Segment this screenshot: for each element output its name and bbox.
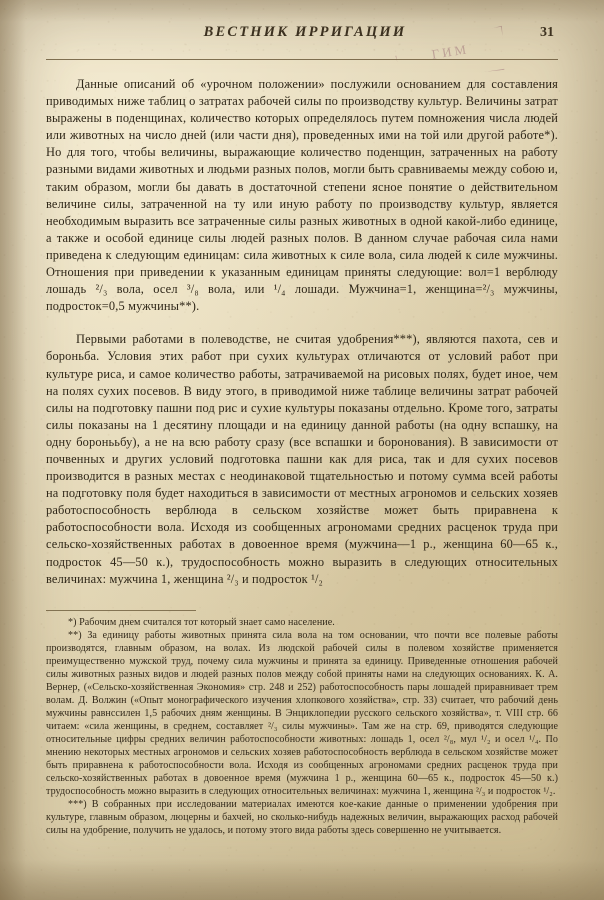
footnote-1: *) Рабочим днем считался тот который знает само население. (68, 616, 335, 628)
header-divider (46, 59, 558, 60)
footnote-3: ***) В собранных при исследовании материалах имеются кое-какие данные о применении удобрения при культуре, главным образом, люцерны и бахчей, но сколько-нибудь надежных величин, выражающих расход рабочей силы на удобрение, получить не удалось, и потому этого вида работы здесь совершенно не учитывается. (46, 798, 558, 836)
footnote-2: **) За единицу работы животных принята сила вола на том основании, что почти все полевые работы производятся, главным образом, на волах. Из людской рабочей силы в полевом хозяйстве применяется преимущественно мужской труд, почему сила мужчины и принята за единицу. Приведенные отношения рабочей силы животных разных видов и людей разных полов между собой приняты нами на следующих основаниях. К. А. Вернер, («Сельско-хозяйственная Экономия» стр. 248 и 252) работоспособность пары лошадей приравнивает трем волам. Д. Волжин («Опыт монографического изучения хлопкового хозяйства», стр. 33) считает, что рабочий день мужчины равнссилен 1,5 рабочих дням женщины. В Энциклопедии русского сельского хозяйства», т. VIII стр. 66 читаем: «сила женщины, в среднем, составляет ²/₃ силы мужчины». Там же на стр. 69, приводятся следующие относительные цифры средних величин работоспособности животных: лошадь 1, осел ²/₈, мул ¹/₂ и осел ¹/₄. По мнению некоторых местных агрономов и сельских хозяев работоспособность верблюда в сельском хозяйстве может быть приравнена к работоспособности вола. Исходя из сообщенных агрономами средних расценок труда при сельско-хозяйственных работах в довоенное время (мужчина 1 р., женщина 60—65 к., подросток 45—50 к.) трудоспособность можно выразить в следующих относительных величинах: мужчина 1, женщина ²/₃ и подросток ¹/₂. (46, 629, 558, 797)
library-stamp-text: ГИМ (430, 41, 470, 62)
body-text (46, 76, 558, 588)
page-header (46, 24, 558, 62)
paragraph-1: Данные описаний об «урочном положении» послужили основанием для составления приводимых ниже таблиц о затратах рабочей силы по производству культур. Величины затрат выражены в поденщинах, количество которых определялось путем помножения числа людей или животных на число дней (или части дня), проведенных ими на той или другой работе*). Но для того, чтобы величины, выражающие количество поденщин, затраченных на работу разными видами животных и людьми разных полов, могли быть сравниваемы между собою и, таким образом, могли бы давать в достаточной степени ясное понятие о действительном величине силы, затраченной на ту или иную работу по производству культур, является необходимым выразить все затраченные силы разных животных в одной какой-либо единице, а также и особой единице силы людей разных полов. В данном случае рабочая сила нами приведена к следующим единицам: сила животных к силе вола, сила людей к силе мужчины. Отношения при приведении к указанным единицам приняты следующие: вол=1 верблюду лошадь ²/₃ вола, осел ³/₈ вола, или ¹/₄ лошади. Мужчина=1, женщина=²/₃ мужчины, подросток=0,5 мужчины**). (46, 77, 558, 314)
footnote-divider (46, 610, 196, 611)
paragraph-2: Первыми работами в полеводстве, не считая удобрения***), являются пахота, сев и бороньба. Условия этих работ при сухих культурах отличаются от условий работ при культуре риса, и самое количество работы, затрачиваемой на рисовых полях, будет иное, чем на полях сухих посевов. В виду этого, в приводимой ниже таблице величины затрат рабочей силы на подготовку пашни под рис и сухие культуры показаны отдельно. Кроме того, затраты силы показаны на 1 десятину площади и на единицу данной работы (на одну вспашку, на одну боронььбу), а не на всю работу сразу (все вспашки и боронования). В зависимости от почвенных и других условий подготовка пашни как для риса, так и для сухих посевов производится в разных местах с неодинаковой тщательностью и потому сумма всей работы на подготовку поля будет находиться в зависимости от местных агрономов и сельских хозяев работоспособность верблюда в сельском хозяйстве может быть приравнена к работоспособности вола. Исходя из сообщенных агрономами средних расценок труда при сельско-хозяйственных работах в довоенное время (мужчина—1 р., женщина 60—65 к., подросток 45—50 к.), трудоспособность можно выразить в следующих относительных величинах: мужчина 1, женщина ²/₃ и подросток ¹/₂ (46, 332, 558, 586)
footnotes-block (46, 616, 558, 837)
page-edge-shading-bottom (0, 860, 604, 900)
running-title: ВЕСТНИК ИРРИГАЦИИ (203, 24, 407, 40)
page-number: 31 (540, 25, 554, 40)
